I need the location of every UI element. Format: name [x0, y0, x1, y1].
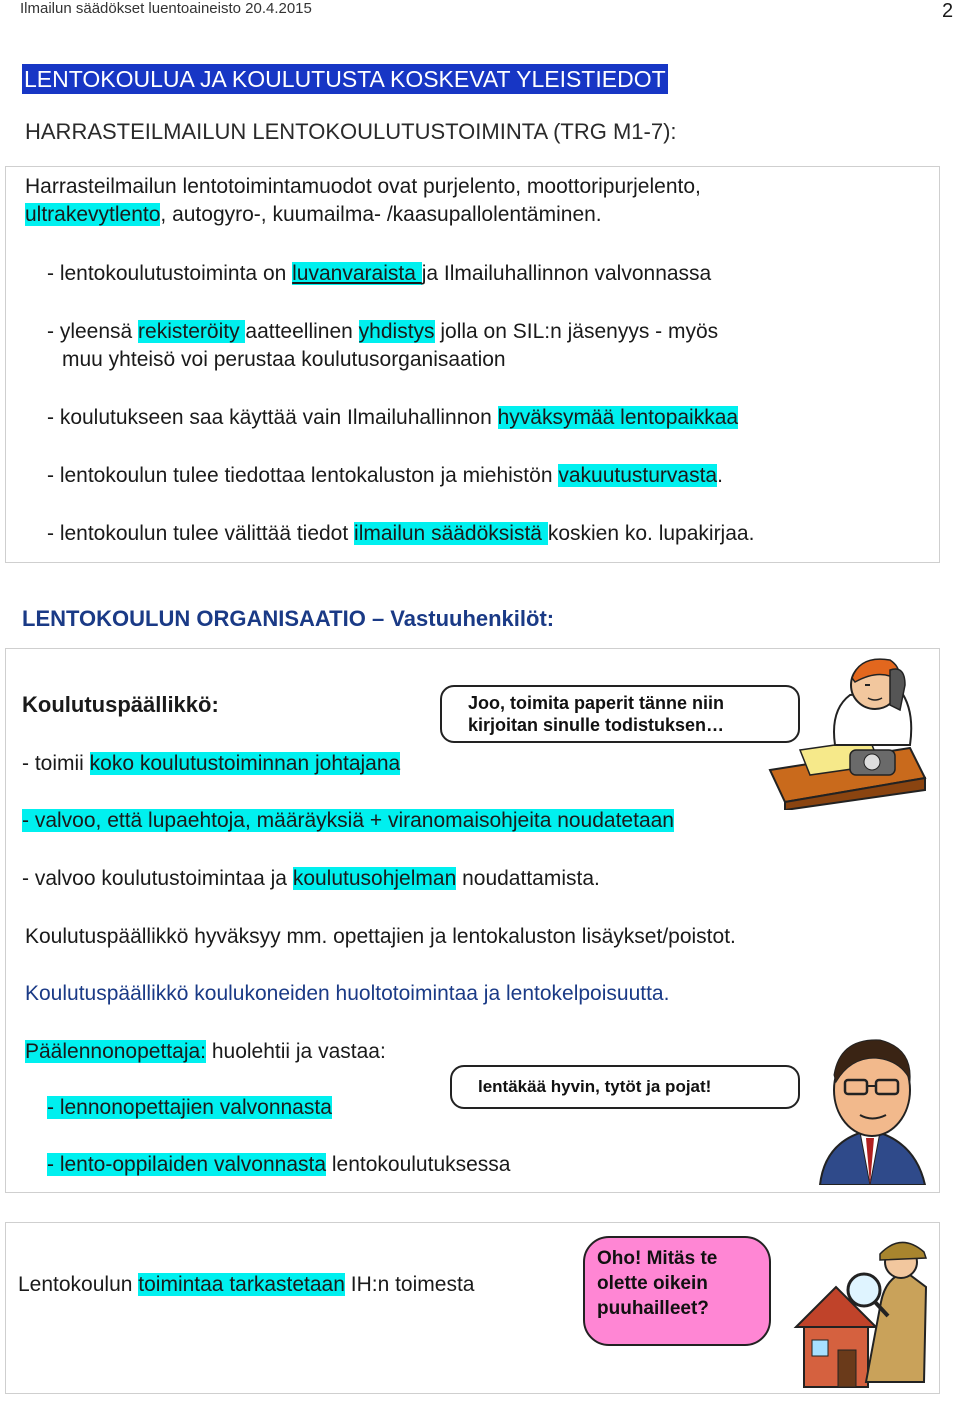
bullet-text: - yleensä [47, 320, 139, 343]
po-bullet-1 [47, 1096, 332, 1120]
kp-bullet-3 [22, 867, 600, 891]
bullet-vakuutus [47, 464, 723, 488]
hl-valvoo-lupaehtoja: - valvoo, että lupaehtoja, määräyksiä + viranomaisohjeita noudatetaan [22, 809, 674, 832]
bullet-text: - valvoo koulutustoimintaa ja [22, 867, 293, 890]
speech-bubble-3: Oho! Mitäs te olette oikein puuhailleet? [583, 1236, 771, 1346]
bullet-luvanvaraista [47, 262, 711, 286]
hl-lento-oppilaiden: - lento-oppilaiden valvonnasta [47, 1153, 327, 1176]
detective-illustration [776, 1232, 936, 1390]
bullet-text: . [717, 464, 723, 487]
hl-saadoksista: ilmailun säädöksistä [354, 522, 548, 545]
bullet-text: - lentokoulun tulee välittää tiedot [47, 522, 355, 545]
hl-toimintaa-tarkastetaan: toimintaa tarkastetaan [138, 1273, 345, 1296]
kp-line-5: Koulutuspäällikkö koulukoneiden huoltotoimintaa ja lentokelpoisuutta. [25, 982, 670, 1005]
kp-bullet-1 [22, 752, 400, 776]
po-bullet-2-rest: lentokoulutuksessa [326, 1153, 511, 1176]
man-portrait-illustration [800, 1020, 935, 1185]
bullet-yhdistys-line2: muu yhteisö voi perustaa koulutusorganisaation [62, 348, 506, 371]
intro-line-2 [25, 203, 602, 227]
po-bullet-2 [47, 1153, 510, 1177]
inspection-line [18, 1273, 474, 1297]
bullet-yhdistys [47, 320, 718, 344]
hl-ultrakevytlento: ultrakevytlento [25, 203, 161, 226]
hl-vakuutusturvasta: vakuutusturvasta [558, 464, 718, 487]
intro-line-1: Harrasteilmailun lentotoimintamuodot ovat purjelento, moottoripurjelento, [25, 175, 701, 198]
hl-rekisteroity: rekisteröity [138, 320, 246, 343]
bullet-text: - koulutukseen saa käyttää vain Ilmailuhallinnon [47, 406, 498, 429]
kp-bullet-2 [22, 809, 674, 833]
inspection-text: Lentokoulun [18, 1273, 139, 1296]
bullet-text: - lentokoulutustoiminta on [47, 262, 293, 285]
hl-paalennonopettaja: Päälennonopettaja: [25, 1040, 206, 1063]
speech-bubble-1: Joo, toimita paperit tänne niin kirjoitan sinulle todistuksen… [440, 685, 800, 743]
bullet-text: jolla on SIL:n jäsenyys - myös [434, 320, 719, 343]
section1-subtitle: HARRASTEILMAILUN LENTOKOULUTUSTOIMINTA (TRG M1-7): [25, 119, 677, 144]
hl-koko-koulutustoiminnan: koko koulutustoiminnan johtajana [89, 752, 401, 775]
bullet-text: ja Ilmailuhallinnon valvonnassa [421, 262, 712, 285]
bullet-text: koskien ko. lupakirjaa. [547, 522, 755, 545]
inspection-text: IH:n toimesta [344, 1273, 475, 1296]
bullet-saadokset [47, 522, 754, 546]
page-number: 2 [942, 0, 954, 22]
section2-title: LENTOKOULUN ORGANISAATIO – Vastuuhenkilöt: [22, 606, 555, 631]
bullet-text: - toimii [22, 752, 90, 775]
kp-heading: Koulutuspäällikkö: [22, 692, 219, 717]
bullet-text: aatteellinen [245, 320, 359, 343]
phone-man-illustration [740, 650, 930, 810]
header-text: Ilmailun säädökset luentoaineisto 20.4.2015 [20, 0, 312, 17]
intro-line-2-rest: , autogyro-, kuumailma- /kaasupallolentäminen. [160, 203, 602, 226]
hl-lentopaikka: hyväksymää lentopaikkaa [497, 406, 739, 429]
bullet-lentopaikka [47, 406, 738, 430]
po-heading [25, 1040, 386, 1064]
bullet-text: noudattamista. [456, 867, 600, 890]
hl-koulutusohjelman: koulutusohjelman [292, 867, 457, 890]
hl-lennonopettajien: - lennonopettajien valvonnasta [47, 1096, 332, 1119]
hl-luvanvaraista: luvanvaraista [292, 262, 422, 285]
speech-bubble-2: lentäkää hyvin, tytöt ja pojat! [450, 1065, 800, 1109]
bullet-text: - lentokoulun tulee tiedottaa lentokaluston ja miehistön [47, 464, 559, 487]
hl-yhdistys: yhdistys [358, 320, 435, 343]
section1-title: LENTOKOULUA JA KOULUTUSTA KOSKEVAT YLEISTIEDOT [24, 66, 666, 92]
kp-line-4: Koulutuspäällikkö hyväksyy mm. opettajien ja lentokaluston lisäykset/poistot. [25, 925, 736, 948]
po-heading-rest: huolehtii ja vastaa: [206, 1040, 386, 1063]
